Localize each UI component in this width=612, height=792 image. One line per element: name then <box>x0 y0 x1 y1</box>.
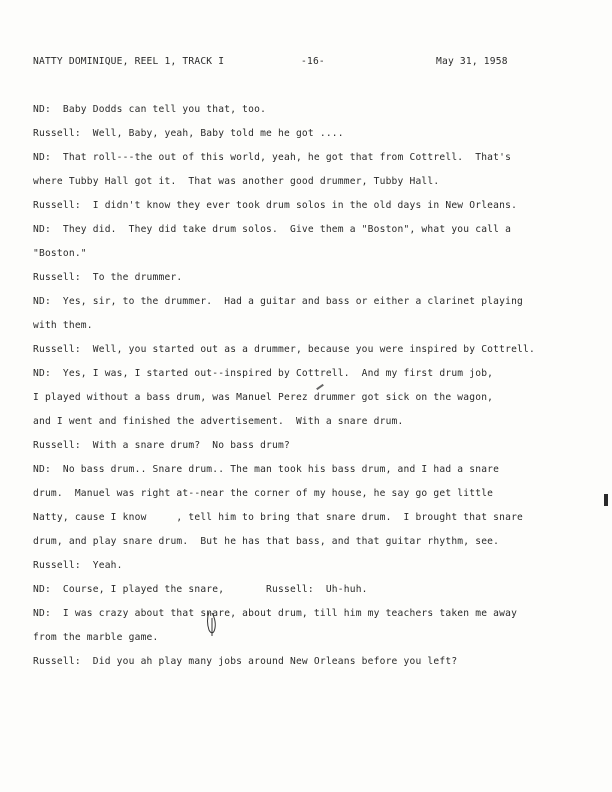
transcript-line: with them. <box>33 320 93 331</box>
stray-pen-tick <box>316 384 324 390</box>
transcript-line: and I went and finished the advertisement. With a snare drum. <box>33 416 404 427</box>
transcript-line: ND: No bass drum.. Snare drum.. The man took his bass drum, and I had a snare <box>33 464 500 475</box>
handwritten-pen-mark <box>205 610 219 638</box>
transcript-line: Russell: Yeah. <box>33 560 123 571</box>
transcript-line: ND: That roll---the out of this world, yeah, he got that from Cottrell. That's <box>33 152 512 163</box>
transcript-line: Russell: I didn't know they ever took drum solos in the old days in New Orleans. <box>33 200 518 211</box>
transcript-line: drum. Manuel was right at--near the corner of my house, he say go get little <box>33 488 494 499</box>
header-page-number: -16- <box>301 56 325 67</box>
transcript-line: "Boston." <box>33 248 87 259</box>
transcript-line: Russell: To the drummer. <box>33 272 183 283</box>
margin-scan-mark <box>604 494 608 506</box>
transcript-line: ND: I was crazy about that snare, about drum, till him my teachers taken me away <box>33 608 518 619</box>
page-header <box>33 56 513 68</box>
transcript-line: from the marble game. <box>33 632 159 643</box>
transcript-line: ND: Course, I played the snare, Russell: Uh-huh. <box>33 584 368 595</box>
transcript-line: Russell: With a snare drum? No bass drum? <box>33 440 290 451</box>
transcript-line: drum, and play snare drum. But he has that bass, and that guitar rhythm, see. <box>33 536 500 547</box>
transcript-line: I played without a bass drum, was Manuel Perez drummer got sick on the wagon, <box>33 392 494 403</box>
transcript-line: Russell: Well, you started out as a drummer, because you were inspired by Cottrell. <box>33 344 535 355</box>
transcript-line: ND: Yes, sir, to the drummer. Had a guitar and bass or either a clarinet playing <box>33 296 524 307</box>
transcript-line: Russell: Well, Baby, yeah, Baby told me he got .... <box>33 128 344 139</box>
header-date: May 31, 1958 <box>436 56 508 67</box>
transcript-line: Natty, cause I know , tell him to bring that snare drum. I brought that snare <box>33 512 524 523</box>
header-title: NATTY DOMINIQUE, REEL 1, TRACK I <box>33 56 225 67</box>
transcript-line: where Tubby Hall got it. That was another good drummer, Tubby Hall. <box>33 176 440 187</box>
transcript-line: Russell: Did you ah play many jobs around New Orleans before you left? <box>33 656 458 667</box>
transcript-line: ND: They did. They did take drum solos. Give them a "Boston", what you call a <box>33 224 512 235</box>
transcript-line: ND: Yes, I was, I started out--inspired by Cottrell. And my first drum job, <box>33 368 494 379</box>
transcript-line: ND: Baby Dodds can tell you that, too. <box>33 104 267 115</box>
